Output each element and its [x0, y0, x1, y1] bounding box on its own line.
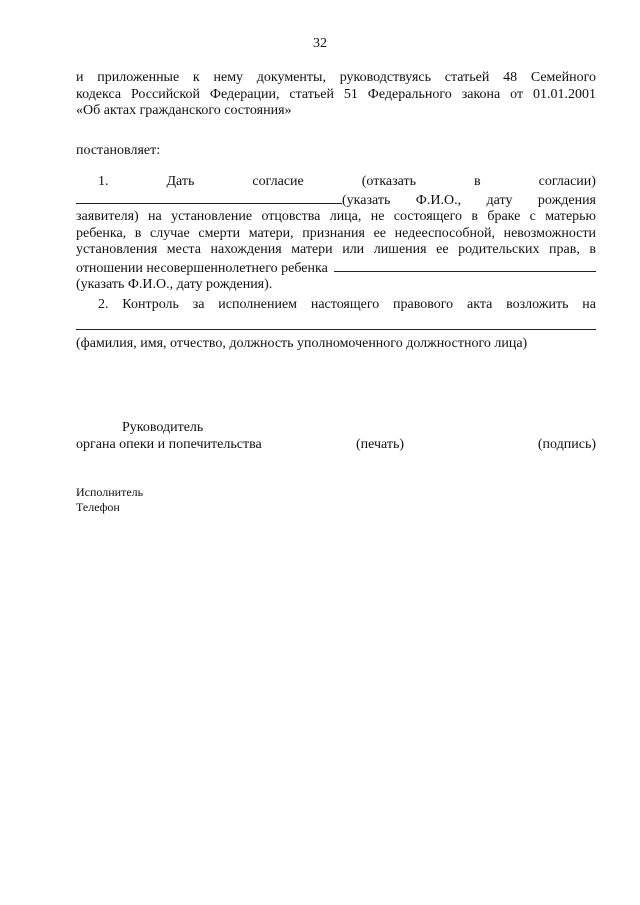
signature-org: органа опеки и попечительства	[76, 437, 262, 452]
item-1-word-give: Дать	[166, 174, 195, 189]
phone-label: Телефон	[76, 500, 120, 514]
intro-line-1: и приложенные к нему документы, руководствуясь статьей 48 Семейного	[76, 70, 596, 85]
item-1-line-6	[76, 259, 596, 278]
item-1-line-4: ребенка, в случае смерти матери, признания ее недееспособной, невозможности	[76, 225, 596, 241]
item-2-caption: (фамилия, имя, отчество, должность уполномоченного должностного лица)	[76, 335, 528, 351]
child-name-blank[interactable]	[334, 259, 596, 272]
resolves-text: постановляет:	[76, 143, 161, 158]
applicant-name-blank[interactable]	[76, 191, 342, 204]
item-1-word-consent: согласие	[252, 174, 304, 189]
intro-line-2: кодекса Российской Федерации, статьей 51 Федерального закона от 01.01.2001	[76, 86, 596, 102]
item-1-line-6-text: отношении несовершеннолетнего ребенка	[76, 260, 328, 276]
signature-sign: (подпись)	[537, 437, 596, 452]
intro-line-3: «Об актах гражданского состояния»	[76, 103, 292, 118]
item-1-line-3: заявителя) на установление отцовства лица, не состоящего в браке с матерью	[76, 209, 596, 224]
intro-paragraph	[76, 70, 596, 120]
item-1-word-in: в	[474, 174, 481, 189]
page-number: 32	[313, 36, 327, 51]
item-1-line-7: (указать Ф.И.О., дату рождения).	[76, 277, 273, 292]
resolves-block	[76, 143, 596, 160]
item-1-number: 1.	[98, 174, 109, 189]
item-1-line-2	[76, 191, 596, 210]
responsible-person-blank[interactable]	[76, 316, 596, 330]
executor-label: Исполнитель	[76, 485, 144, 499]
item-1-word-refuse: (отказать	[361, 174, 417, 189]
signature-head-row	[76, 420, 596, 438]
item-2	[76, 297, 596, 352]
signature-head: Руководитель	[122, 420, 204, 435]
item-1-line-5: установления места нахождения матери или лишения ее родительских прав, в	[76, 242, 596, 257]
item-1-line-2-text: (указать Ф.И.О., дату рождения	[342, 192, 596, 208]
item-2-line-1: 2. Контроль за исполнением настоящего правового акта возложить на	[98, 297, 596, 312]
item-1-word-consent-2: согласии)	[538, 174, 596, 189]
signature-row	[76, 437, 596, 455]
item-1	[76, 174, 596, 294]
signature-seal: (печать)	[356, 437, 405, 452]
item-1-line-1	[76, 174, 596, 191]
